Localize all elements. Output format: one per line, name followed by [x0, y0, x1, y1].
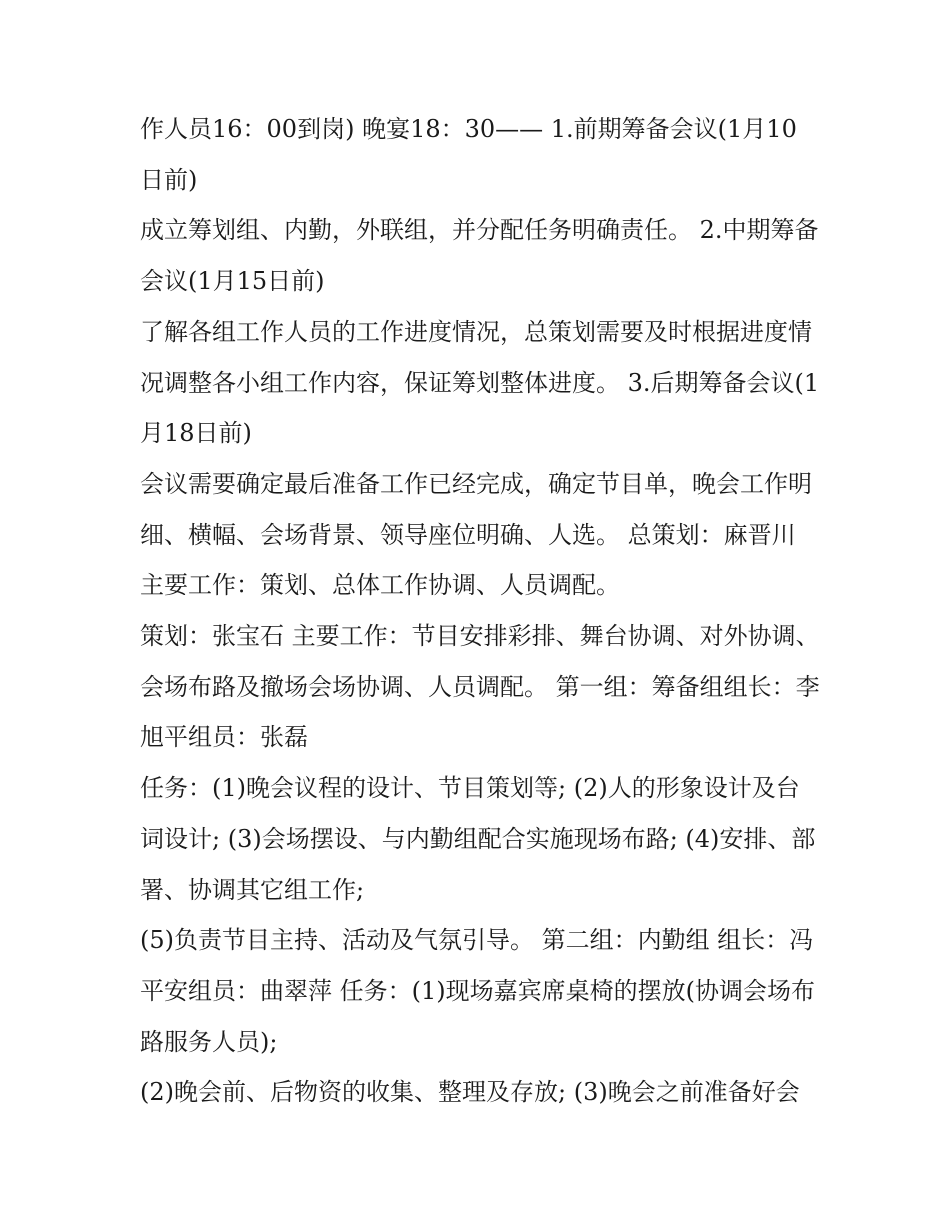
paragraph-1: 作人员16：00到岗) 晚宴18：30—— 1.前期筹备会议(1月10日前): [140, 115, 797, 194]
paragraph-7: (5)负责节目主持、活动及气氛引导。 第二组：内勤组 组长：冯平安组员：曲翠萍 任务：(1)现场嘉宾席桌椅的摆放(协调会场布路服务人员);: [140, 926, 815, 1056]
paragraph-8: (2)晚会前、后物资的收集、整理及存放; (3)晚会之前准备好会: [140, 1078, 800, 1107]
document-body: [140, 104, 820, 1118]
paragraph-5: 策划：张宝石 主要工作：节目安排彩排、舞台协调、对外协调、会场布路及撤场会场协调、人员调配。 第一组：筹备组组长：李旭平组员：张磊: [140, 622, 820, 752]
paragraph-6: 任务：(1)晚会议程的设计、节目策划等; (2)人的形象设计及台词设计; (3)会场摆设、与内勤组配合实施现场布路; (4)安排、部署、协调其它组工作;: [140, 774, 816, 904]
paragraph-3: 了解各组工作人员的工作进度情况，总策划需要及时根据进度情况调整各小组工作内容，保证筹划整体进度。 3.后期筹备会议(1月18日前): [140, 317, 820, 448]
paragraph-2: 成立筹划组、内勤，外联组，并分配任务明确责任。 2.中期筹备会议(1月15日前): [140, 216, 819, 296]
paragraph-4: 会议需要确定最后准备工作已经完成，确定节目单，晚会工作明细、横幅、会场背景、领导座位明确、人选。 总策划：麻晋川 主要工作：策划、总体工作协调、人员调配。: [140, 469, 812, 600]
